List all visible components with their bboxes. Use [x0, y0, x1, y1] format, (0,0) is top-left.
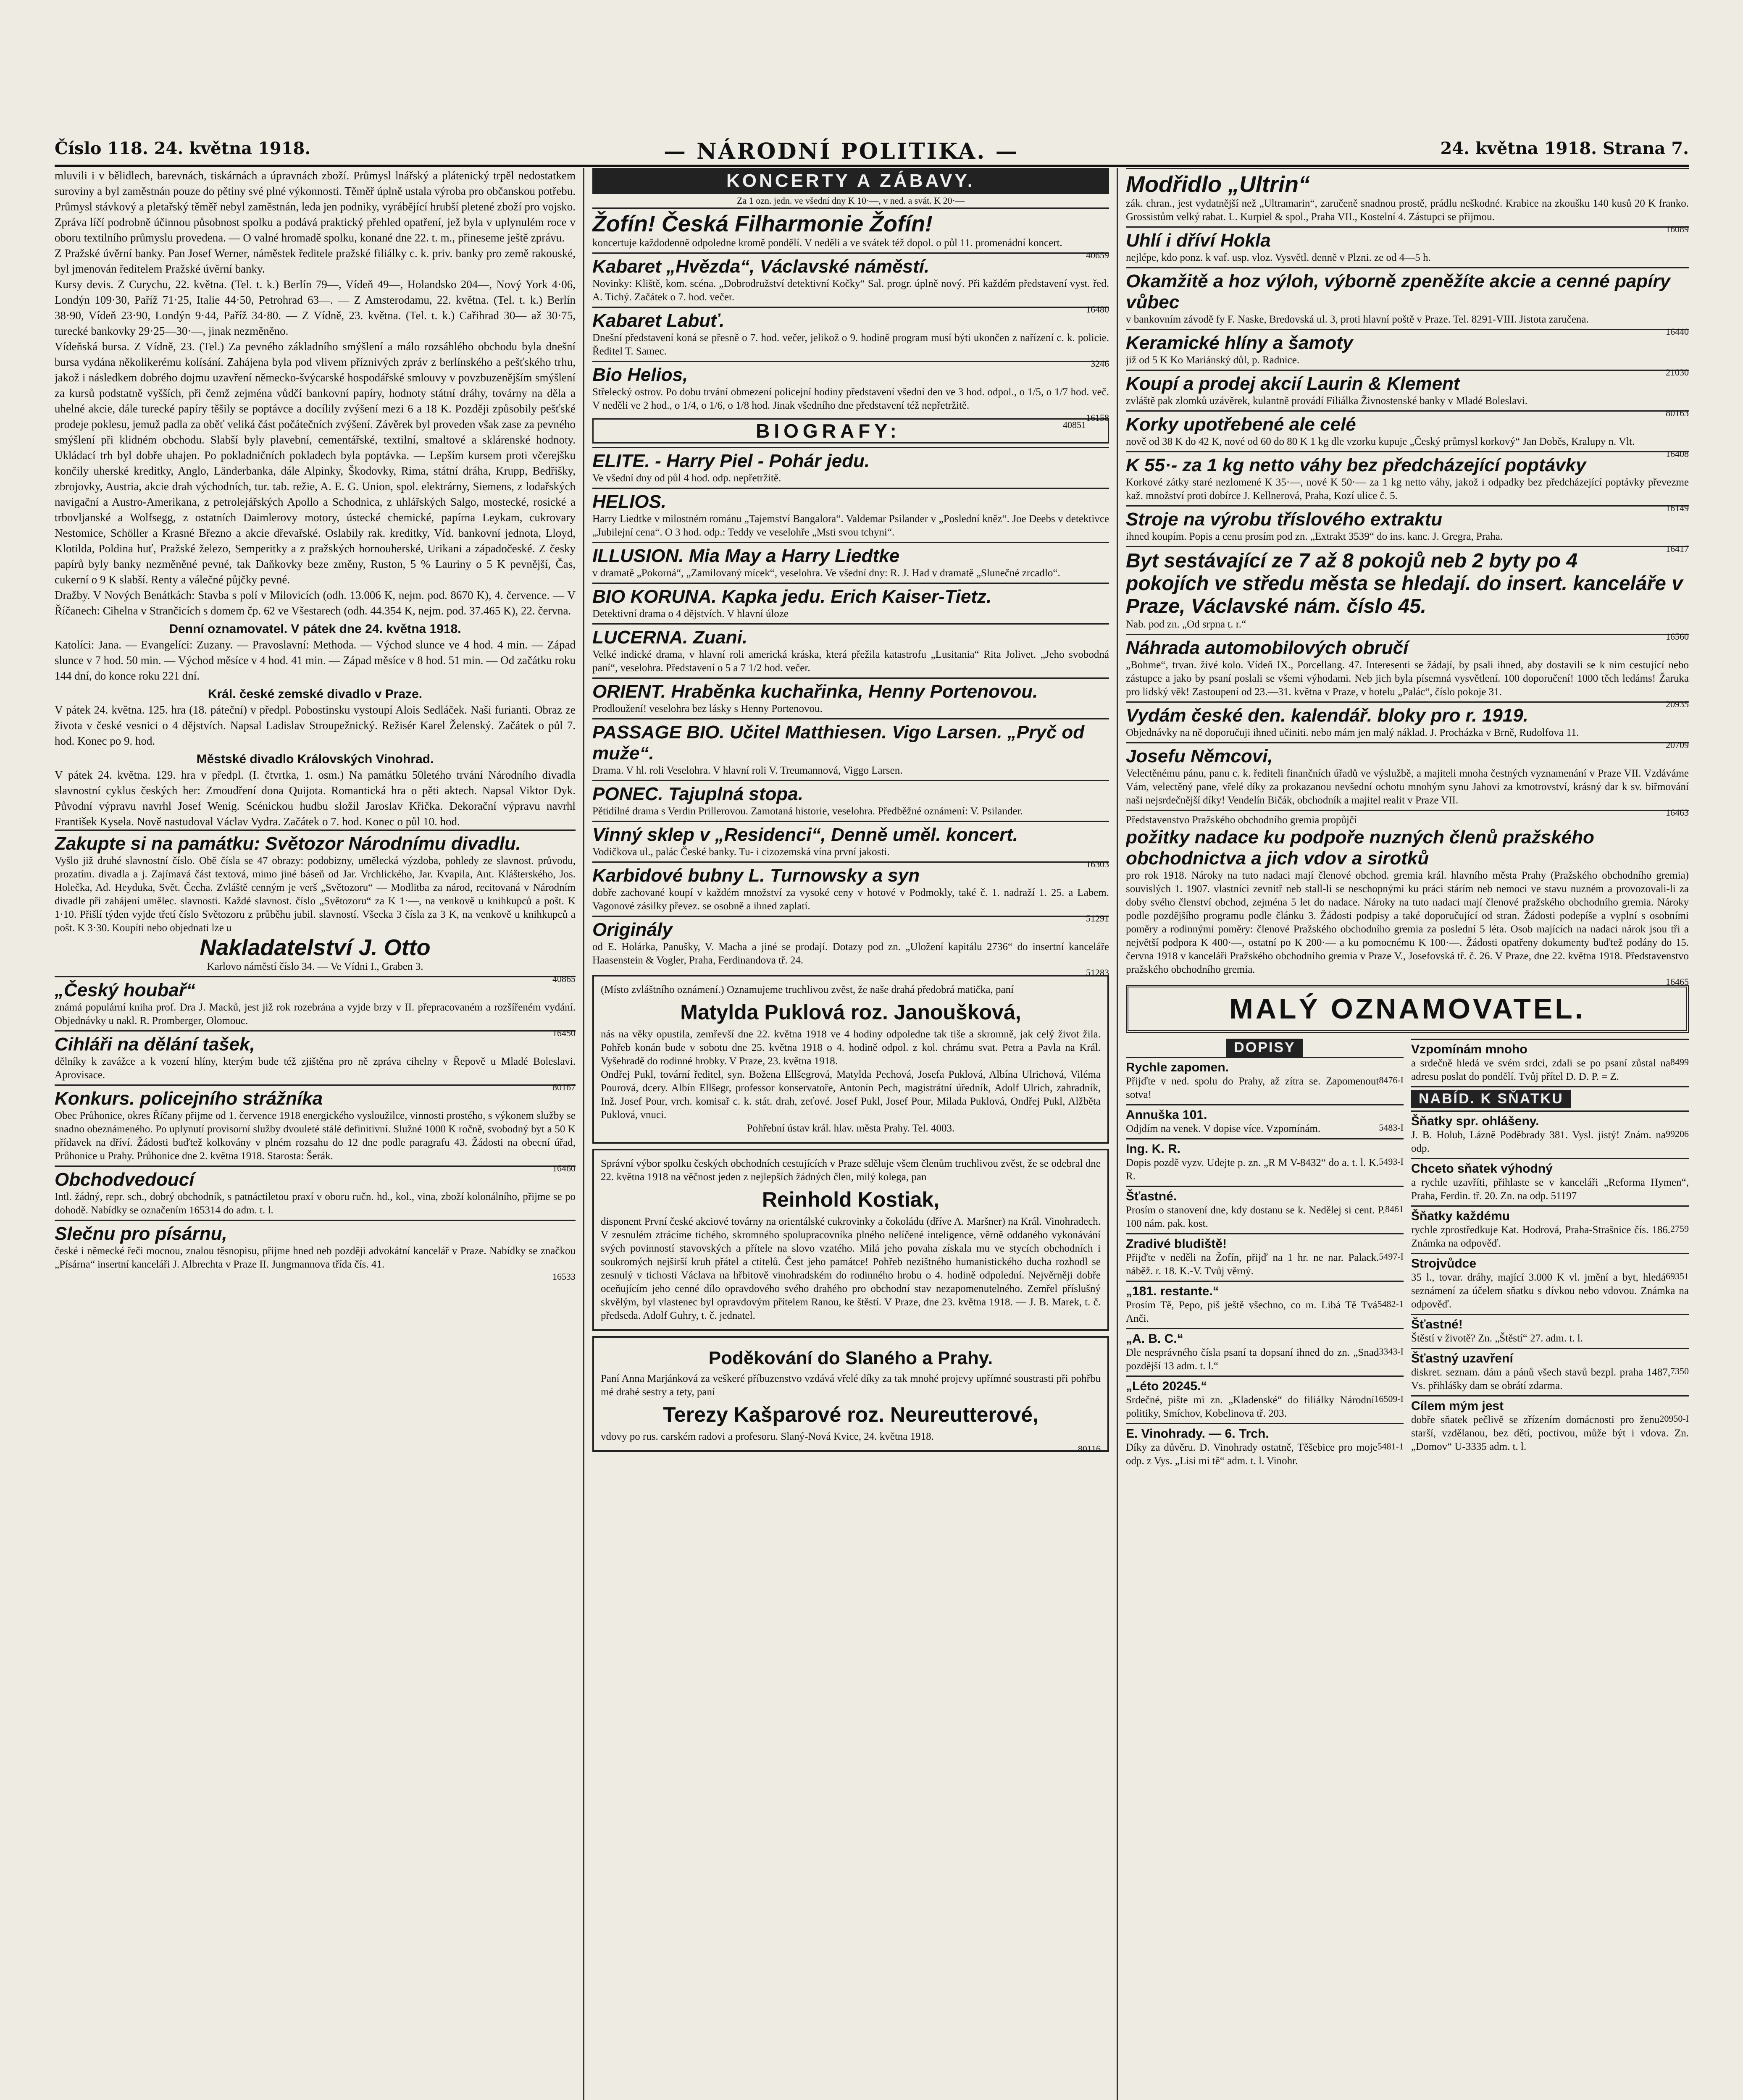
ad-lucerna	[592, 623, 1109, 677]
small-ad	[1126, 1138, 1404, 1186]
section-banner-concerts: KONCERTY A ZÁBAVY.	[592, 168, 1109, 194]
small-ad-text: Díky za důvěru. D. Vinohrady ostatně, Těšebice pro moje odp. z Vys. „Lisi mi tě“ adm. t. l. Vinohr.	[1126, 1442, 1378, 1467]
ad-tannin-machines	[1126, 505, 1689, 554]
small-ad-headline: Rychle zapomen.	[1126, 1060, 1229, 1074]
ad-headline: Modřidlo „Ultrin“	[1126, 172, 1310, 197]
ad-text: Velké indické drama, v hlavní roli americká kráska, která přežila katastrofu „Lusitania“ Rita Jolivet. „Jeho svobodná paní“, veselohra. Představení o 5 a 7 1/2 hod. večer.	[592, 649, 1109, 674]
small-ad	[1411, 1253, 1689, 1314]
ad-headline: Vinný sklep v „Residenci“, Denně uměl. koncert.	[592, 824, 1018, 845]
article-text: Z Pražské úvěrní banky. Pan Josef Werner, náměstek ředitele pražské filiálky c. k. priv. banky pro země rakouské, byl jmenován ředitelem Pražské úvěrní banky.	[55, 247, 576, 275]
ad-text: Objednávky na ně doporučuji ihned učiniti. nebo mám jen malý náklad. J. Procházka v Brně, Rudolfova 11.	[1126, 727, 1579, 738]
small-ad-headline: Annuška 101.	[1126, 1108, 1207, 1122]
small-ad-headline: Šťastný uzavření	[1411, 1352, 1513, 1365]
ad-text: Pětidílné drama s Verdin Prillerovou. Zamotaná historie, veselohra. Předběžné oznámení: V. Psilander.	[592, 806, 1023, 817]
page-header	[55, 139, 1689, 164]
column-2	[592, 168, 1109, 2100]
ad-headline: BIO KORUNA. Kapka jedu. Erich Kaiser-Tietz.	[592, 586, 992, 607]
small-ads-banner: MALÝ OZNAMOVATEL.	[1126, 985, 1689, 1033]
ad-number: 16408	[1666, 449, 1689, 459]
ad-ponec	[592, 780, 1109, 821]
ad-headline: Konkurs. policejního strážníka	[55, 1088, 323, 1109]
rate-note: Za 1 ozn. jedn. ve všední dny K 10·—, v ned. a svát. K 20·—	[737, 195, 965, 206]
ad-text: Obec Průhonice, okres Říčany přijme od 1. července 1918 energického vysloužilce, vinnosti prostého, s výkonem služby se snadno obeznámeného. Po uplynutí provisorní služby dvouleté stálé definitivní. Služné 1000 K ročně, svobodný byt a 50 K přídavek na dříví. Žádosti buďtež kolkovány v plném rozsahu do 12 dne podle paragrafu 43. Žádosti na obecní úřad, Průhonice u Prahy. Průhonice dne 2. května 1918. Starosta: Šerák.	[55, 1110, 576, 1162]
small-ad-number: 5481-1	[1377, 1441, 1404, 1452]
ad-address: Karlovo náměstí číslo 34. — Ve Vídni I., Graben 3.	[207, 961, 423, 972]
ad-text: Prodloužení! veselohra bez lásky s Henny Portenovou.	[592, 703, 823, 714]
ad-number: 16158	[1086, 412, 1109, 423]
ad-text: Detektivní drama o 4 dějstvích. V hlavní úloze	[592, 608, 789, 620]
small-ad-number: 5497-I	[1379, 1251, 1404, 1262]
ad-text: Střelecký ostrov. Po dobu trvání obmezení policejní hodiny představení všední den ve 3 hod. odpol., o 1/5, o 1/7 hod. več. V neděli ve 2 hod., o 1/4, o 1/6, o 1/8 hod. Jinak všedního dne představení též nepřetržitě.	[592, 386, 1109, 411]
ad-elite	[592, 447, 1109, 488]
ad-text: v dramatě „Pokorná“, „Zamilovaný mícek“, veselohra. Ve všední dny: R. J. Had v dramatě „Slunečné zrcadlo“.	[592, 567, 1060, 579]
small-ad-text: Odjdím na venek. V dopise více. Vzpomínám.	[1126, 1123, 1321, 1134]
ad-number: 20935	[1666, 699, 1689, 709]
ad-headline: Korky upotřebené ale celé	[1126, 414, 1356, 435]
article-text: V pátek 24. května. 125. hra (18. páteční) v předpl. Pobostinsku vystoupí Alois Sedláček. Naši furianti. Obraz ze života v české vesnici o 4 dějstvích. Napsal Ladislav Stroupežnický. Režisér Karel Želenský. Začátek o půl 7. hod. Konec po 9. hod.	[55, 704, 576, 747]
small-ad	[1411, 1395, 1689, 1456]
thanks-name: Terezy Kašparové roz. Neureutterové,	[663, 1403, 1038, 1426]
ad-text: české i německé řeči mocnou, znalou těsnopisu, přijme hned neb později advokátní kancelář v Praze. Nabídky se značkou „Písárna“ insertní kanceláři J. Albrechta v Praze II. Jungmannova třída čís. 41.	[55, 1245, 576, 1270]
ad-intro: Představenstvo Pražského obchodního gremia propůjčí	[1126, 814, 1357, 826]
ad-hvezda	[592, 252, 1109, 315]
ad-text: v bankovním závodě fy F. Naske, Bredovská ul. 3, proti hlavní poště v Praze. Tel. 8291-VIII. Jistota zaručena.	[1126, 314, 1589, 325]
ad-laurin-klement	[1126, 370, 1689, 418]
ad-text: již od 5 K Ko Mariánský důl, p. Radnice.	[1126, 354, 1300, 366]
small-ad-number: 5482-1	[1377, 1299, 1404, 1309]
ad-number: 40851	[1063, 420, 1086, 430]
small-ad-headline: Zradivé bludiště!	[1126, 1237, 1227, 1251]
ad-text: zák. chran., jest vydatnější než „Ultramarin“, zaručeně snadnou prostě, prádlu neškodné. Krabice na zkoušku 140 kusů 20 K franko. Grossistům velký rabat. L. Kurpiel & spol., Praha VII., Kostelní 4. Zástupci se přijmou.	[1126, 198, 1689, 223]
small-ad-text: J. B. Holub, Lázně Poděbrady 381. Vysl. jistý! Znám. na odp.	[1411, 1129, 1666, 1154]
small-ad	[1126, 1328, 1404, 1376]
small-ad	[1411, 1348, 1689, 1395]
small-ad	[1126, 1104, 1404, 1138]
article-text: Vídeňská bursa. Z Vídně, 23. (Tel.) Za pevného základního smýšlení a málo rozsáhlého obchodu byla dnešní bursa vydána několikerému kolísání. Zahájena byla pod vlivem příznivých zpráv z berlínského a pešťského trhu, jakož i následkem dobrého dojmu uzavření německo-švýcarské hospodářské smlouvy v povzbuzenějším smýšlení za kursů podstatně vyšších, při čemž zejména vůdčí bankovní papíry, hodnoty státní dráhy, továrny na děla a uhelné akcie, dále turecké papíry těšily se poptávce a docílily zvýšení mezi 6 a 18 K. Později způsobily pešťské prodeje poklesu, jemuž padla za oběť veliká část počátečních zvýšení. Závěrek byl proveden však zase za pevného smýšlení při klidném obchodu. Slabší byly plavební, cementářské, textilní, smaltové a sklárenské hodnoty. Ukládací trh byl dobře uhajen. Po pokladničních pokladech byla poptávka. — Lepším kursem proti včerejšku končily uherské kreditky, Anglo, Länderbanka, dále Alpinky, Škodovky, Rima, státní dráha, Krupp, Bedřišky, zbrojovky, Austria, akcie drah východních, tur. tab. režie, A. E. G. Union, spol. elektrárny, Siemens, z lodařských navigační a Austro-Amerikana, z petrolejářských Apollo a Schodnica, z uhlářských Salgo, mostecké, rosické a trbovljanské a Wolfsegg, z ostatních Daimlerovy motory, ústecké chemické, papírna Leykam, cukrovary Nestomice, Schöller a Krasné Březno a akcie dřevařské. Oslabily rak. kreditky, Víd. bankovní jednota, Lloyd, Klotilda, Poldina huť, Pražské železo, Semperitky a z pražských hornouherské, Urikani a západočeské. Z česky papírů byly banky nezměněné pevné, tak Daňkovky beze změny, Ruston, 5 % Lauriny o 5 K pevnější, Čas, cukerní o 9 K slabší. Renty a válečné půjčky pevné.	[55, 340, 576, 586]
ad-cork-stoppers	[1126, 451, 1689, 513]
small-ad-headline: Šňatky každému	[1411, 1209, 1510, 1223]
ad-hokla	[1126, 226, 1689, 267]
ad-passage	[592, 718, 1109, 780]
small-ad	[1126, 1423, 1404, 1470]
column-divider	[1117, 168, 1118, 2100]
ad-number: 16149	[1666, 503, 1689, 513]
ad-tyres	[1126, 634, 1689, 709]
ad-headline: Stroje na výrobu tříslového extraktu	[1126, 509, 1443, 530]
ad-text: od E. Holárka, Panušky, V. Macha a jiné se prodají. Dotazy pod zn. „Uložení kapitálu 2736“ do insertní kanceláře Haasenstein & Vogler, Praha, Ferdinandova tř. 24.	[592, 941, 1109, 966]
ad-zofin	[592, 207, 1109, 260]
section-banner-cinema: BIOGRAFY:	[756, 420, 901, 442]
ad-foundation	[1126, 810, 1689, 987]
advertisement	[55, 1084, 576, 1173]
ad-headline: Uhlí i dříví Hokla	[1126, 230, 1271, 251]
ad-headline: Originály	[592, 919, 673, 940]
ad-number: 16533	[552, 1271, 576, 1282]
ad-carbide-drums	[592, 861, 1109, 924]
ad-text: známá populární kniha prof. Dra J. Macků, jest již rok rozebrána a vyjde brzy v II. přepracovaném a rozšířeném vydání. Objednávky u nakl. R. Promberger, Olomouc.	[55, 1002, 576, 1026]
ad-number: 16450	[552, 1028, 576, 1038]
article-text: Dražby. V Nových Benátkách: Stavba s polí v Milovicích (odh. 13.006 K, nejm. pod. 8670 K), 4. července. — V Říčanech: Cihelna v Strančicích s domem čp. 62 ve Všestarech (odh. 44.354 K, nejm. pod. 37.465 K), 22. června.	[55, 589, 576, 617]
deceased-name: Matylda Puklová roz. Janoušková,	[680, 1000, 1021, 1024]
small-ad-text: Prosím Tě, Pepo, piš ještě všechno, co m. Libá Tě Tvá Anči.	[1126, 1299, 1378, 1324]
obituary-intro: (Místo zvláštního oznámení.) Oznamujeme truchlivou zvěst, že naše drahá předobrá matička, paní	[601, 984, 1014, 995]
advertisement	[55, 976, 576, 1038]
masthead: — NÁRODNÍ POLITIKA. —	[664, 139, 1019, 164]
ad-number: 51291	[1086, 913, 1109, 924]
issue-info: Číslo 118. 24. května 1918.	[55, 139, 311, 158]
column-1	[55, 168, 576, 2100]
small-ad-text: Štěstí v životě? Zn. „Štěstí“ 27. adm. t. l.	[1411, 1333, 1583, 1344]
small-ad-headline: E. Vinohrady. — 6. Trch.	[1126, 1427, 1269, 1441]
ad-headline: Obchodvedoucí	[55, 1169, 195, 1190]
obituary-family: Ondřej Pukl, tovární ředitel, syn. Božena Ellšegrová, Matylda Pechová, Josefa Puklová, Albína Ulrichová, Viléma Pourová, dcery. Albín Ellšegr, professor konservatoře, Antonín Pech, magistrátní úředník, Adolf Ulrich, zahradník, Inž. Josef Pour, vrch. komisař c. k. stát. drah, zeťové. Josef Pukl, Josef Pour, Milada Puklová, Ondřej Pukl, Alžběta Puklová, vnuci.	[601, 1069, 1101, 1121]
small-ads-left	[1126, 1039, 1404, 1470]
small-ad	[1126, 1233, 1404, 1281]
small-ad-number: 8499	[1670, 1057, 1689, 1067]
date-page: 24. května 1918. Strana 7.	[1440, 139, 1689, 158]
ad-headline: Slečnu pro písárnu,	[55, 1223, 227, 1244]
ad-text: „Bohme“, trvan. živé kolo. Vídeň IX., Porcellang. 47. Interesenti se žádají, by psali ihned, aby dostavili se k nim cestující nebo zástupce a jako by psaní poslali se všemi výhodami. Neb jich byla písemná vysvětlení. 100 doporučení! 1000 těch ledáms! Žaruka pro lidský věk! Zastoupení od 23.—31. května v Praze, v hotelu „Palác“, číslo pokoje 31.	[1126, 659, 1689, 698]
ad-number: 40865	[552, 974, 576, 984]
ad-text: Harry Liedtke v milostném románu „Tajemství Bangalora“. Valdemar Psilander v „Poslední kněz“. Joe Deebs v detektivce „Jubilejní cena“. O 3 hod. odp.: Teddy ve veselohře „Msti svou tchyni“.	[592, 513, 1109, 538]
article-text: Katolíci: Jana. — Evangelíci: Zuzany. — Pravoslavní: Methoda. — Východ slunce ve 4 hod. 4 min. — Západ slunce v 7 hod. 50 min. — Východ měsíce v 4 hod. 41 min. — Západ měsíce v 8 hod. 51 min. — Od začátku roku 144 dní, do konce roku 221 dní.	[55, 638, 576, 682]
small-ad-text: diskret. seznam. dám a pánů všech stavů bezpl. praha 1487, Vs. přihlášky dam se obrátí zdarma.	[1411, 1367, 1670, 1391]
small-ad-number: 16509-I	[1374, 1394, 1404, 1404]
ad-orient	[592, 677, 1109, 718]
advertisement	[55, 830, 576, 984]
small-ad-text: a rychle uzavříti, přihlaste se v kanceláři „Reforma Hymen“, Praha, Ferdin. tř. 20. Zn. na odp. 51197	[1411, 1177, 1689, 1202]
ad-headline: Bio Helios,	[592, 365, 688, 385]
small-ad	[1126, 1057, 1404, 1104]
small-ad-headline: „A. B. C.“	[1126, 1332, 1183, 1346]
small-ad-headline: Šťastné!	[1411, 1318, 1463, 1331]
small-ad-text: Přijďte v neděli na Žofín, přijď na 1 hr. ne nar. Palack. náběž. r. 18. K.-V. Tvůj věrný.	[1126, 1252, 1379, 1277]
small-ads	[1126, 1039, 1689, 1470]
small-ad-text: a srdečně hledá ve svém srdci, zdali se po psaní zůstal na adresu poslat do pondělí. Tvůj přítel D. D. P. = Z.	[1411, 1058, 1670, 1082]
advertisement	[55, 1166, 576, 1220]
ad-headline: Vydám české den. kalendář. bloky pro r. 1919.	[1126, 705, 1528, 726]
small-ad-number: 2759	[1670, 1223, 1689, 1234]
ad-bio-koruna	[592, 583, 1109, 623]
advertisement	[55, 1030, 576, 1092]
small-ad-number: 99206	[1666, 1129, 1689, 1139]
small-ad-headline: Chceto sňatek výhodný	[1411, 1162, 1553, 1176]
ad-ceramics	[1126, 329, 1689, 378]
ad-headline: PONEC. Tajuplná stopa.	[592, 784, 803, 804]
ad-headline: K 55·- za 1 kg netto váhy bez předcházející poptávky	[1126, 455, 1586, 475]
ad-securities	[1126, 267, 1689, 337]
ad-text: Drama. V hl. roli Veselohra. V hlavní roli V. Treumannová, Viggo Larsen.	[592, 765, 903, 776]
ad-text: Velectěnému pánu, panu c. k. řediteli finančních úřadů ve výslužbě, a majiteli mnoha čestných vyznamenání v Praze VII. Vzdáváme Vám, velectěný pane, vřelé díky za prokazanou nevšední ochotu mnohým synu Jahovi za kmotrovství, krásný dar k sv. biřmování naši nejsrdečnější díky! Vendelín Bičák, obchodník a majitel realit v Praze VII.	[1126, 768, 1689, 806]
ad-labut	[592, 307, 1109, 369]
ad-text: pro rok 1918. Nároky na tuto nadaci mají členové obchod. gremia král. hlavního města Prahy (Pražského obchodního gremia) souvislých 1. 1907. vlastníci zevnitř neb stall-li se neschopnými ku práci stárím neb nemoci ve stavu nuzném a provozovali-li za doby svého členství obchod, zejména 5 let do nadace. Nároky na tuto nadaci mají členové pražského obchodního gremia. Nároky podle pozdějšího programu podle článku 3. Žádosti podpisy a také doporučující od stran. Žádosti podepíše a vyplní s osobními poměry a rodinnými poměry: členové Pražského obchodního gremia za poslední 5 léta. Osob majících na nadaci nárok jsou tři a největší podpora K 400·—, ostatní po K 200·— a ku pomocnému K 100·—. Žádosti opatřeny dokumenty buďtež podány do 15. června 1918 v kanceláři Pražského obchodního gremia v Praze V., Josefovská tř. č. 26. V Praze, dne 22. května 1918. Představenstvo pražského obchodního gremia.	[1126, 870, 1689, 975]
small-ad	[1126, 1186, 1404, 1233]
column-divider	[583, 168, 584, 2100]
small-ad-text: Dle nesprávného čísla psaní ta dopsaní ihned do zn. „Snad pozdější 13 adm. t. l.“	[1126, 1347, 1379, 1372]
ad-headline: Kabaret „Hvězda“, Václavské náměstí.	[592, 256, 930, 277]
ad-headline: ELITE. - Harry Piel - Pohár jedu.	[592, 451, 870, 471]
small-ad-text: rychle zprostředkuje Kat. Hodrová, Praha-Strašnice čís. 186. Známka na odpověď.	[1411, 1224, 1670, 1249]
small-ads-list	[1126, 1057, 1404, 1470]
small-ad-number: 8461	[1385, 1204, 1404, 1214]
small-ad-number: 3343-I	[1379, 1346, 1404, 1357]
small-ad	[1411, 1039, 1689, 1086]
small-ad-headline: Ing. K. R.	[1126, 1142, 1180, 1156]
advertisement	[55, 1220, 576, 1282]
section-heading: Městské divadlo Královských Vinohrad.	[196, 752, 434, 766]
funeral-service: Pohřební ústav král. hlav. města Prahy. Tel. 4003.	[747, 1123, 955, 1134]
ad-text: Intl. žádný, repr. sch., dobrý obchodník, s patnáctiletou praxí v oboru ručn. hd., kol., vina, zboží kolonálního, přijme se po dohodě. Nabídky se označením 165314 do adm. t. l.	[55, 1191, 576, 1216]
small-ad	[1411, 1110, 1689, 1158]
ad-headline: ORIENT. Hraběnka kuchařinka, Henny Portenovou.	[592, 681, 1038, 702]
small-ad-number: 69351	[1666, 1271, 1689, 1281]
ad-headline: Karbidové bubny L. Turnowsky a syn	[592, 865, 920, 886]
ad-text: zvláště pak zlomků uzávěrek, kulantně provádí Filiálka Živnostenské banky v Mladé Boleslavi.	[1126, 395, 1527, 407]
small-ad	[1126, 1281, 1404, 1328]
small-ad-number: 5483-I	[1379, 1122, 1404, 1133]
small-ad	[1411, 1205, 1689, 1253]
ad-headline: „Český houbař“	[55, 980, 195, 1000]
small-ad	[1411, 1158, 1689, 1205]
article-text: Kursy devis. Z Curychu, 22. května. (Tel. t. k.) Berlín 79—, Vídeň 49—, Holandsko 204—, Nový York 4·06, Londýn 109·30, Paříž 71·25, Italie 44·50, Petrohrad 63—. — Z Amsterodamu, 22. května. (Tel. t. k.) Berlín 38·90, Vídeň 23·90, Londýn 9·44, Paříž 34·80. — Z Vídně, 23. května. (Tel. t. k.) Cařihrad 30— až 30·75, turecké bankovky 29·25—30·—, jinak nezměněno.	[55, 278, 576, 337]
small-ad-headline: Cílem mým jest	[1411, 1399, 1504, 1413]
ad-wine-cellar	[592, 821, 1109, 869]
article-text: mluvili i v bělidlech, barevnách, tiskárnách a úpravnách zboží. Průmysl lnářský a plátenický trpěl nedostatkem suroviny a byl zaměstnán pouze do pětiny své plné výkonnosti. Těměř úplně ustala výroba pro občanskou potřebu. Průmysl stávkový a pletařský těměř nebyl zaměstnán, leda jen podniky, vyrábějící hrubší pletené zboží pro vojsko. Zpráva líčí podrobně účinnou působnost spolku a podává praktický přehled opatření, jež byla v uplynulém roce v oboru textilního průmyslu provedena. — O valné hromadě spolku, konané dne 22. t. m., přineseme ještě zprávu.	[55, 169, 576, 244]
ad-headline: Okamžitě a hoz výloh, výborně zpeněžíte akcie a cenné papíry vůbec	[1126, 271, 1671, 312]
ad-headline: Náhrada automobilových obručí	[1126, 638, 1409, 658]
ad-calendars	[1126, 701, 1689, 750]
small-ad-text: dobře sňatek pečlivě se zřízením domácnosti pro ženu starší, vzdělanou, bez dětí, poctivou, může být i vdova. Zn. „Domov“ U-3335 adm. t. l.	[1411, 1414, 1689, 1452]
small-ad-headline: Vzpomínám mnoho	[1411, 1042, 1527, 1056]
ad-headline: LUCERNA. Zuani.	[592, 627, 748, 648]
ad-text: Nab. pod zn. „Od srpna t. r.“	[1126, 619, 1246, 630]
ad-text: Ve všední dny od půl 4 hod. odp. nepřetržitě.	[592, 472, 781, 484]
ad-text: dobře zachované koupí v každém množství za vysoké ceny v hotové v Podmokly, také č. 1. nadraží 1. 25. a Labem. Vagonové zásilky převez. se osobně a ihned zaplatí.	[592, 887, 1109, 912]
ad-number: 80116	[1078, 1444, 1101, 1454]
small-ad-headline: Šťastné.	[1126, 1189, 1177, 1203]
ad-text: Vodičkova ul., palác České banky. Tu- i cizozemská vína první jakosti.	[592, 846, 890, 858]
small-ad-number: 20950-I	[1659, 1413, 1689, 1424]
thanks-text: Paní Anna Marjánková za veškeré příbuzenstvo vzdává vřelé díky za tak mnohé projevy upřímné soustrasti při pohřbu mé drahé sestry a tety, paní	[601, 1373, 1101, 1398]
section-heading: Denní oznamovatel. V pátek dne 24. května 1918.	[169, 622, 461, 636]
thanks-tail: vdovy po rus. carském radovi a profesoru. Slaný-Nová Kvice, 24. května 1918.	[601, 1431, 934, 1442]
ad-number: 21030	[1666, 367, 1689, 378]
small-ad-headline: „181. restante.“	[1126, 1284, 1219, 1298]
ad-text: Vyšlo již druhé slavnostní číslo. Obě čísla se 47 obrazy: podobizny, umělecká výzdoba, pohledy ze slavnost. průvodu, prozatím. divadla a j. Zajímavá část textová, mimo jiné báseň od Jar. Vrchlického, Jar. Kvapila, Ant. Klášterského, Jos. Holečka, Ad. Heyduka, Svět. Čecha. Zvláště cenným je verš „Světozoru“ — Modlitba za národ, recitovaná v Národním divadle při zahájení umělec. slavnosti. Každé slavnost. číslo „Světozoru“ za K 1·—, na venkově u knihkupců a pošt. K 1·10. Přišlí týden vyjde třetí číslo Světozoru z průběhu jubil. slavností. Všecka 3 čísla za 3 K, na venkově u knihkupců a pošt. K 3·30. Koupíti nebo objednati lze u	[55, 855, 576, 934]
thanks-notice	[592, 1336, 1109, 1452]
small-ad	[1411, 1314, 1689, 1348]
ad-number: 3246	[1091, 358, 1109, 369]
ad-originals	[592, 916, 1109, 978]
ad-headline: ILLUSION. Mia May a Harry Liedtke	[592, 546, 900, 566]
ad-number: 16303	[1086, 859, 1109, 869]
ad-number: 51283	[1086, 967, 1109, 978]
thanks-headline: Poděkování do Slaného a Prahy.	[708, 1348, 993, 1368]
obituary-intro: Správní výbor spolku českých obchodních cestujících v Praze sděluje všem členům truchlivou zvěst, že se odebral dne 22. května 1918 na věčnost jeden z nejlepších žádných člen, milý kolega, pan	[601, 1158, 1101, 1183]
column-3	[1126, 168, 1689, 2100]
ad-helios-cinema	[592, 488, 1109, 542]
ad-text: ihned koupím. Popis a cenu prosím pod zn. „Extrakt 3539“ do ins. kanc. J. Gregra, Praha.	[1126, 531, 1503, 542]
ad-number: 16465	[1666, 976, 1689, 987]
ad-number: 16480	[1086, 304, 1109, 315]
ad-ultrin	[1126, 168, 1689, 234]
ad-headline: Josefu Němcovi,	[1126, 746, 1273, 766]
ad-text: Dnešní představení koná se přesně o 7. hod. večer, jelikož o 9. hodině program musí býti ukončen z nařízení c. k. policie. Ředitel T. Samec.	[592, 332, 1109, 357]
ad-text: koncertuje každodenně odpoledne kromě pondělí. V neděli a ve svátek též dopol. o půl 11. promenádní koncert.	[592, 237, 1062, 249]
small-ad-headline: NABÍD. K SŇATKU	[1411, 1090, 1571, 1108]
obituary-text: disponent První české akciové továrny na orientálské cukrovinky a čokoládu (dříve A. Maršner) na Král. Vinohradech. V zesnulém ztrácíme tichého, skromného spolupracovníka plného nelíčené inteligence, věrně oddaného vykonávání svých povinností stavovských a přítele na slovo vzatého. Milá jeho povaha získala mu ve stycích obchodních i soukromých nejširší kruh přátel a ctitelů. Čest jeho památce! Pohřeb nezištného humanistického ducha rozhodl se zesnulý v tichosti Václava na hřbitově vinohradském do rodinného hrobu o 4. hodině odpolední. Nejvěrněji dobře oceňujícím jeho cenné dílo opravdového svého drahého pro obchodní stav nezapomenutelného. Zemřel příslušný skvělým, byl vlastenec byl opravdovým přítelem Ranou, ke štěstí. V Praze, dne 23. května 1918. — J. B. Marek, t. č. předseda. Adolf Guhry, t. č. jednatel.	[601, 1216, 1101, 1321]
small-ad-text: Prosím o stanovení dne, kdy dostanu se k. Nedělej si cent. P. 100 nám. pak. kost.	[1126, 1205, 1385, 1229]
ad-number: 16417	[1666, 543, 1689, 554]
ad-text: nově od 38 K do 42 K, nové od 60 do 80 K 1 kg dle vzorku kupuje „Český průmysl korkový“ Jan Doběs, Kralupy n. Vlt.	[1126, 436, 1635, 447]
ad-number: 80167	[552, 1082, 576, 1092]
small-ad-number: 8476-I	[1379, 1075, 1404, 1085]
ad-text: Korkové zátky staré nezlomené K 35·—, nové K 50·— za 1 kg netto váhy, jakož i odpadky bez předcházející poptávky převezme kaž. množství proti dobírce J. Kellnerová, Praha, Kozí ulice č. 5.	[1126, 477, 1689, 501]
small-ad-headline: Strojvůdce	[1411, 1257, 1477, 1270]
article-text: V pátek 24. května. 129. hra v předpl. (I. čtvrtka, 1. osm.) Na památku 50letého trvání Národního divadla slavnostní cyklus českých her: Zmoudření dona Quijota. Romantická hra o pěti aktech. Napsal Viktor Dyk. Původní výpravu navrhl Josef Wenig. Scénickou hudbu složil Jaroslav Křička. Dekorační výpravu navrhl František Kysela. Nově nastudoval Václav Vydra. Začátek o 7. hod. Konec o půl 10. hod.	[55, 769, 576, 828]
ad-bio-helios	[592, 361, 1109, 423]
ad-text: nejlépe, kdo ponz. k vaf. usp. vloz. Vysvětl. denně v Plzni. ze od 4—5 h.	[1126, 252, 1431, 263]
obituary-puklova	[592, 975, 1109, 1144]
ad-headline: PASSAGE BIO. Učitel Matthiesen. Vigo Larsen. „Pryč od muže“.	[592, 722, 1085, 764]
ad-headline: požitky nadace ku podpoře nuzných členů pražského obchodnictva a jich vdov a sirotků	[1126, 827, 1594, 869]
ad-number: 16089	[1666, 224, 1689, 234]
ad-corks	[1126, 410, 1689, 459]
ad-headline: Zakupte si na památku: Světozor Národnímu divadlu.	[55, 833, 521, 854]
ad-number: 80163	[1666, 408, 1689, 418]
ad-headline: Kabaret Labuť.	[592, 310, 725, 331]
ad-headline: Koupí a prodej akcií Laurin & Klement	[1126, 373, 1460, 394]
ad-headline: Žofín! Česká Filharmonie Žofín!	[592, 211, 933, 236]
ad-thanks-nemec	[1126, 742, 1689, 818]
ad-number: 20709	[1666, 740, 1689, 750]
small-ad-headline: Šňatky spr. ohlášeny.	[1411, 1114, 1539, 1128]
ad-number: 40659	[1086, 250, 1109, 260]
small-ad-headline: „Léto 20245.“	[1126, 1379, 1207, 1393]
ad-headline: Cihláři na dělání tašek,	[55, 1034, 255, 1055]
ad-publisher: Nakladatelství J. Otto	[200, 935, 431, 960]
ad-headline: Byt sestávající ze 7 až 8 pokojů neb 2 byty po 4 pokojích ve středu města se hledají. do insert. kanceláře v Praze, Václavské nám. číslo 45.	[1126, 550, 1683, 617]
ad-text: dělníky k zavážce a k vození hlíny, kterým bude též zjištěna pro ně zpráva cihelny v Řepově u Mladé Boleslavi. Aprovisace.	[55, 1056, 576, 1081]
small-ad	[1411, 1086, 1689, 1110]
small-ad-text: 35 l., tovar. dráhy, mající 3.000 K vl. jmění a byt, hledá seznámení za účelem sňatku s dívkou nebo vdovou. Známka na odpověď.	[1411, 1272, 1689, 1310]
small-ads-list	[1411, 1039, 1689, 1456]
small-ad-text: Přijďte v ned. spolu do Prahy, až zítra se. Zapomenout sotva!	[1126, 1076, 1379, 1100]
obituary-text: nás na věky opustila, zemřevší dne 22. května 1918 ve 4 hodiny odpoledne tak tiše a skromně, jak celý život žila. Pohřeb konán bude v sobotu dne 25. května 1918 o 4. hodině odpol. z kol. chrámu svat. Petra a Pavla na Král. Vyšehradě do rodinné hrobky. V Praze, 23. května 1918.	[601, 1029, 1101, 1067]
ad-illusion	[592, 542, 1109, 583]
small-ads-right	[1411, 1039, 1689, 1470]
header-rule	[55, 165, 1689, 167]
ad-number: 16560	[1666, 631, 1689, 642]
small-ad-number: 7350	[1670, 1366, 1689, 1376]
small-ad-text: Srdečné, pište mi zn. „Kladenské“ do filiálky Národní politiky, Smíchov, Kobelinova tř. 203.	[1126, 1394, 1375, 1419]
ad-headline: HELIOS.	[592, 491, 667, 512]
ad-number: 16460	[552, 1163, 576, 1173]
letters-label: DOPISY	[1226, 1039, 1303, 1057]
obituary-kostiak	[592, 1149, 1109, 1331]
small-ad-text: Dopis pozdě vyzv. Udejte p. zn. „R M V-8432“ do a. t. l. K. R.	[1126, 1157, 1379, 1182]
ad-text: Novinky: Kliště, kom. scéna. „Dobrodružství detektivní Kočky“ Sal. progr. úplně nový. Při každém představení vyst. řed. A. Tichý. Začátek o 7. hod. večer.	[592, 278, 1109, 303]
ad-number: 16463	[1666, 807, 1689, 818]
small-ad	[1126, 1376, 1404, 1423]
section-heading: Král. české zemské divadlo v Praze.	[208, 687, 423, 701]
ad-headline: Keramické hlíny a šamoty	[1126, 333, 1353, 353]
small-ad-number: 5493-I	[1379, 1156, 1404, 1167]
ad-apartment	[1126, 546, 1689, 642]
ad-number: 16440	[1666, 326, 1689, 337]
deceased-name: Reinhold Kostiak,	[762, 1188, 940, 1211]
